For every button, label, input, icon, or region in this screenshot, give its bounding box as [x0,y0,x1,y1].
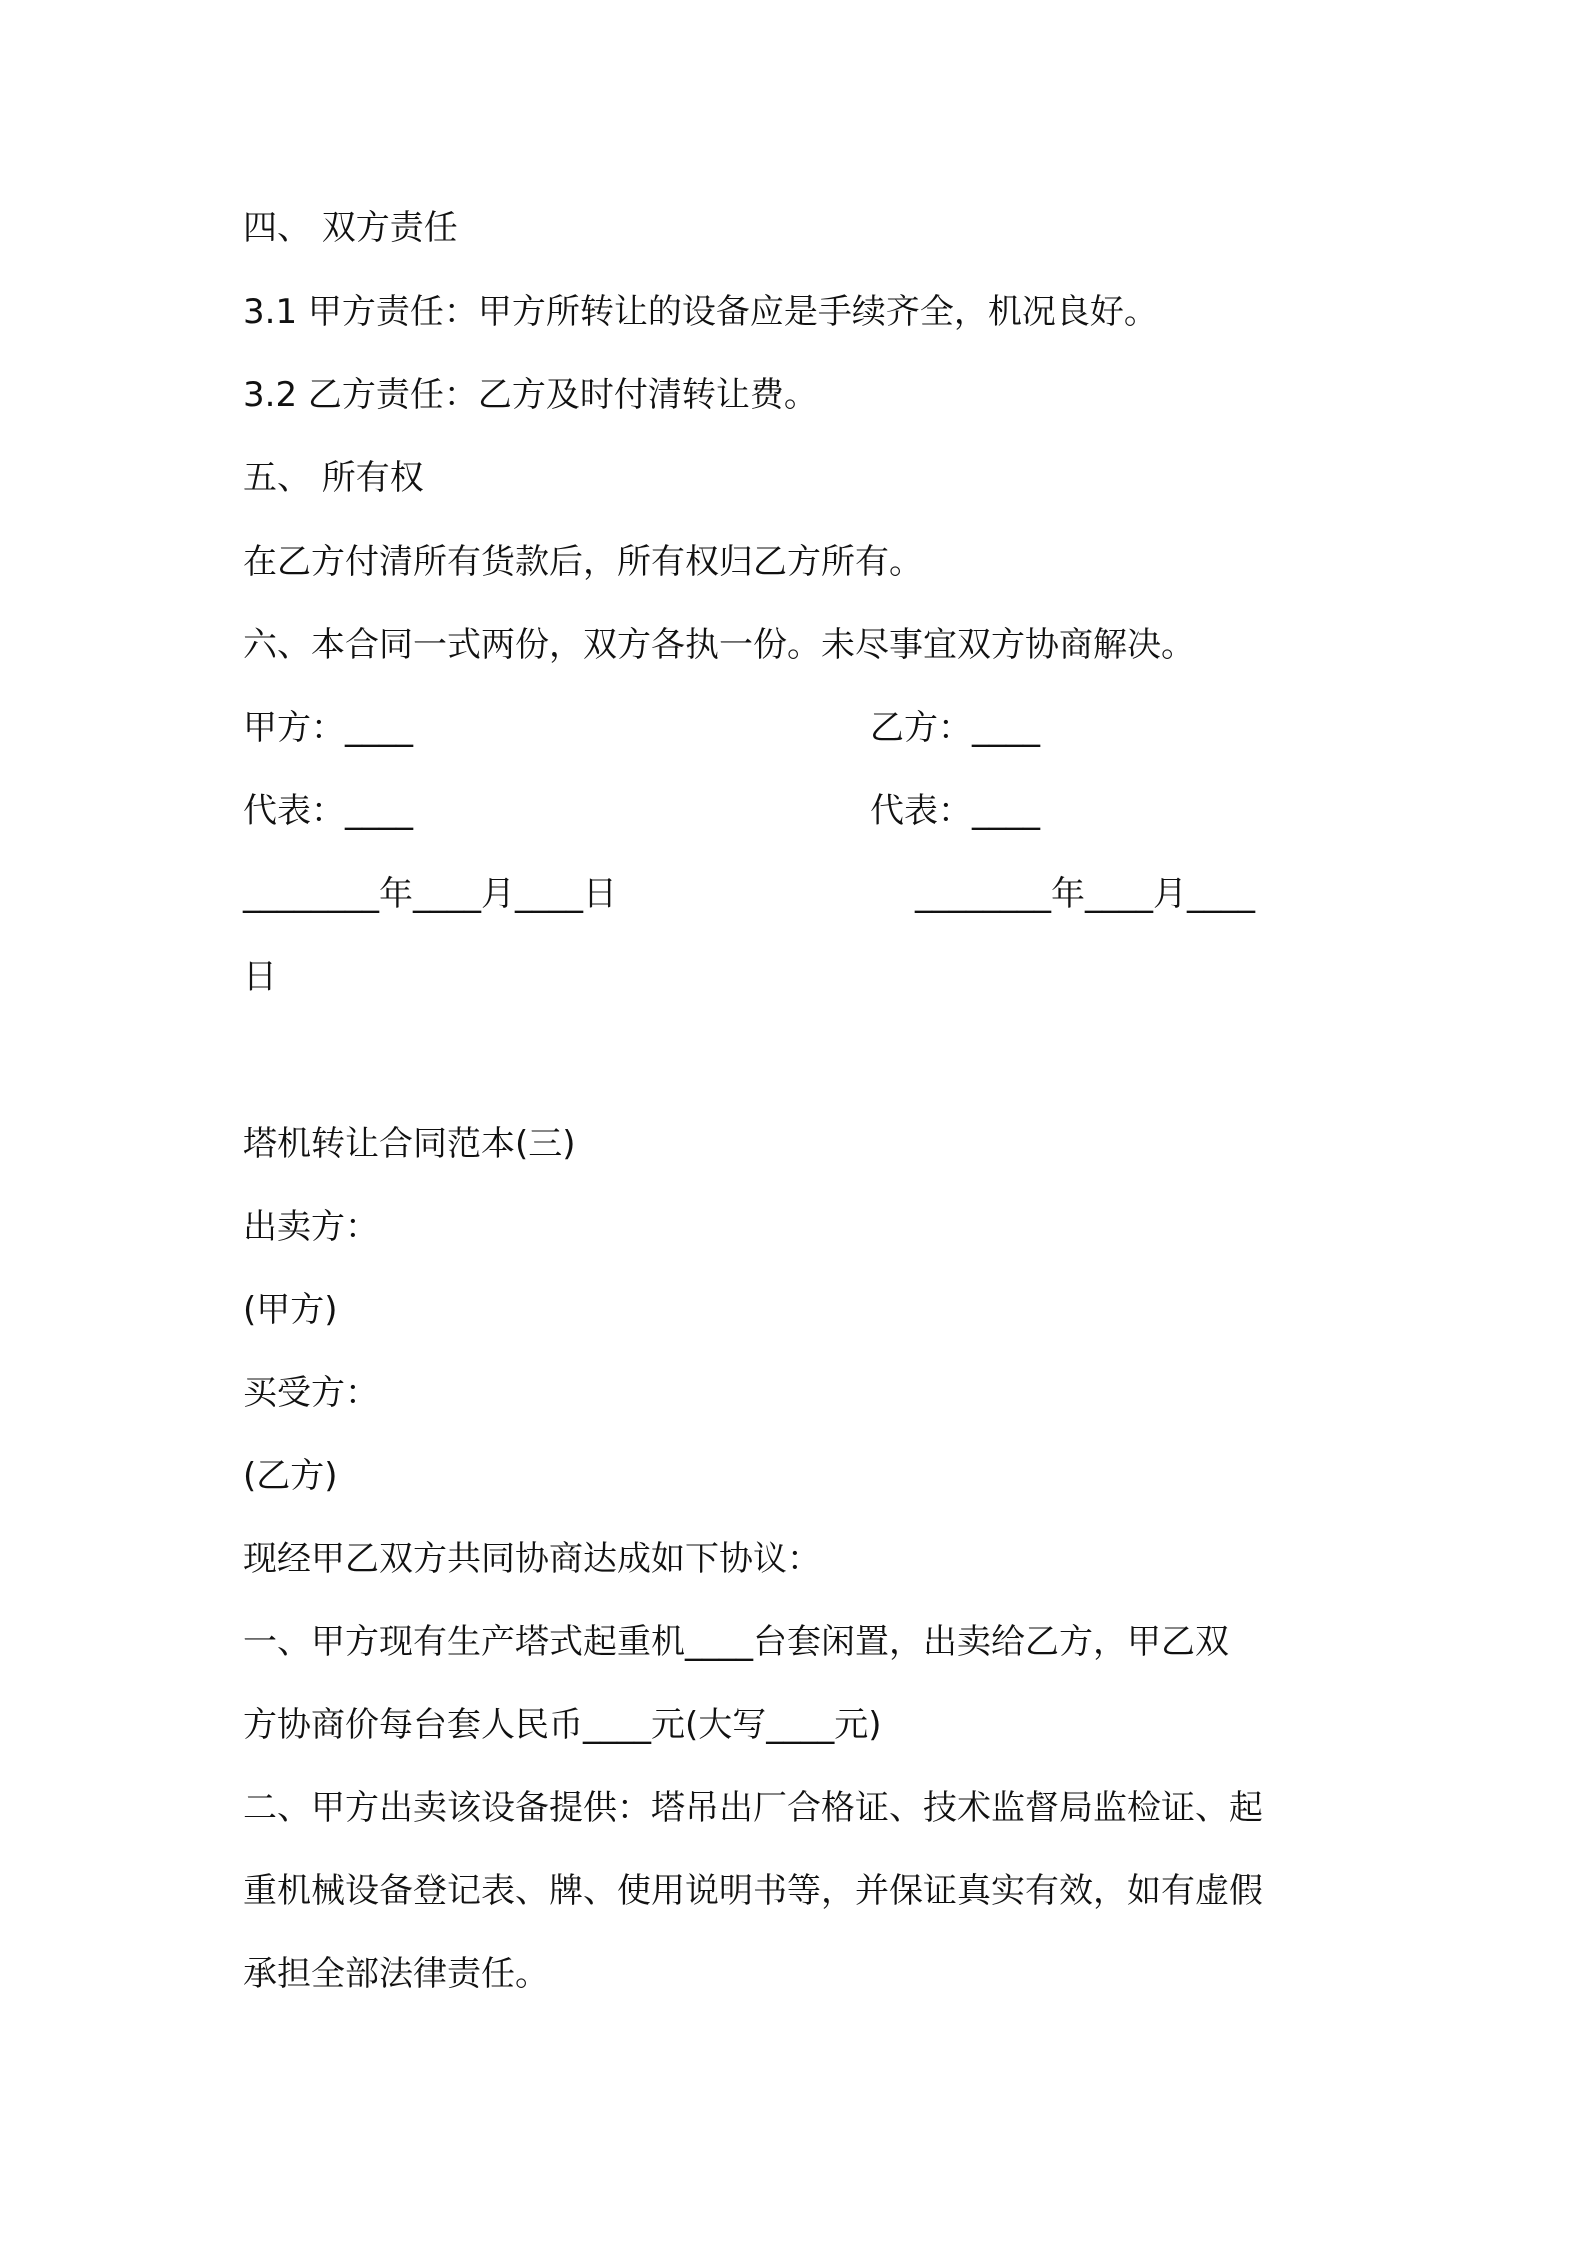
party-b-representative: 代表：____ [870,791,1040,831]
buyer-role: (乙方) [243,1456,338,1496]
clause-1-line-1: 一、甲方现有生产塔式起重机____台套闲置，出卖给乙方，甲乙双 [243,1622,1229,1662]
clause-2-line-3: 承担全部法律责任。 [243,1954,549,1994]
section-4-heading: 四、 双方责任 [243,208,458,248]
party-b-date-day: 日 [243,957,277,997]
agreement-intro: 现经甲乙双方共同协商达成如下协议： [243,1539,821,1579]
party-a-representative: 代表：____ [243,791,413,831]
party-b-sign: 乙方：____ [870,708,1040,748]
section-5-body: 在乙方付清所有货款后，所有权归乙方所有。 [243,542,923,582]
clause-1-line-2: 方协商价每台套人民币____元(大写____元) [243,1705,882,1745]
party-a-date: ________年____月____日 [243,874,617,914]
section-4-item-1: 3.1 甲方责任：甲方所转让的设备应是手续齐全，机况良好。 [243,292,1158,332]
party-b-date: ________年____月____ [915,874,1255,914]
clause-2-line-1: 二、甲方出卖该设备提供：塔吊出厂合格证、技术监督局监检证、起 [243,1788,1263,1828]
section-6-body: 六、本合同一式两份，双方各执一份。未尽事宜双方协商解决。 [243,625,1195,665]
party-a-sign: 甲方：____ [243,708,413,748]
clause-2-line-2: 重机械设备登记表、牌、使用说明书等，并保证真实有效，如有虚假 [243,1871,1263,1911]
contract-3-title: 塔机转让合同范本(三) [243,1124,576,1164]
seller-role: (甲方) [243,1290,338,1330]
seller-label: 出卖方： [243,1207,379,1247]
section-4-item-2: 3.2 乙方责任：乙方及时付清转让费。 [243,375,818,415]
buyer-label: 买受方： [243,1373,379,1413]
section-5-heading: 五、 所有权 [243,458,424,498]
